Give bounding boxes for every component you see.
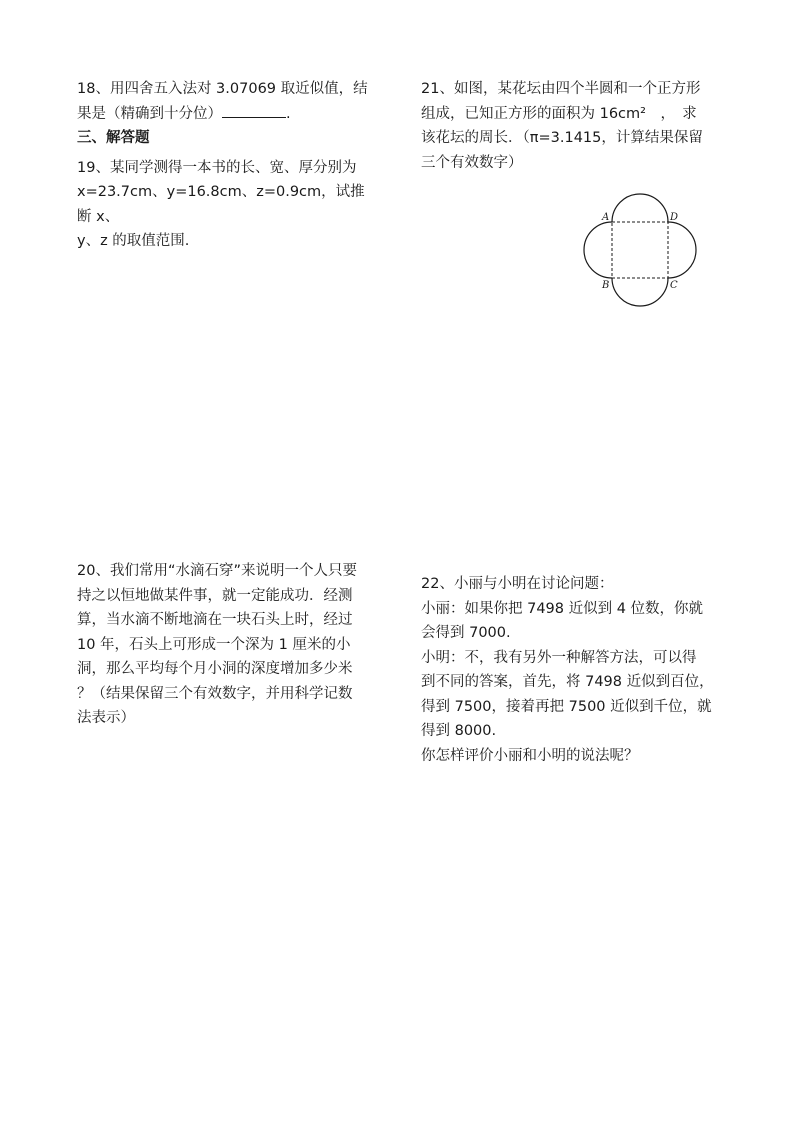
right-column-top bbox=[421, 77, 721, 175]
label-c: C bbox=[670, 280, 678, 291]
q21-line-4: 三个有效数字） bbox=[421, 154, 523, 171]
semicircle-left bbox=[584, 222, 612, 278]
q20-line-2: 持之以恒地做某件事，就一定能成功．经测 bbox=[77, 587, 353, 604]
label-d: D bbox=[670, 212, 679, 223]
semicircle-top bbox=[612, 194, 668, 222]
q22-line-1: 22、小丽与小明在讨论问题： bbox=[421, 576, 614, 592]
q20-line-7: 法表示） bbox=[77, 710, 135, 726]
q22-line-3: 会得到 7000. bbox=[421, 625, 511, 641]
answer-blank bbox=[222, 102, 286, 118]
q19-line-3: y、z 的取值范围. bbox=[77, 233, 190, 249]
q21-line-2: 组成，已知正方形的面积为 16cm² ， 求 bbox=[421, 105, 697, 122]
semicircle-right bbox=[668, 222, 696, 278]
right-column-bottom bbox=[421, 572, 721, 768]
square-dashed bbox=[612, 222, 668, 278]
q22-line-7: 得到 8000. bbox=[421, 723, 497, 739]
q21-line-3: 该花坛的周长．（π=3.1415，计算结果保留 bbox=[421, 130, 703, 146]
section-heading: 三、解答题 bbox=[77, 130, 150, 146]
question-19 bbox=[77, 156, 377, 254]
q20-line-5: 洞，那么平均每个月小洞的深度增加多少米 bbox=[77, 661, 353, 677]
semicircle-bottom bbox=[612, 278, 668, 306]
q21-line-1: 21、如图，某花坛由四个半圆和一个正方形 bbox=[421, 81, 701, 97]
q19-line-2: x=23.7cm、y=16.8cm、z=0.9cm，试推断 x、 bbox=[77, 184, 365, 225]
q22-line-2: 小丽：如果你把 7498 近似到 4 位数，你就 bbox=[421, 600, 704, 617]
q19-line-1: 19、某同学测得一本书的长、宽、厚分别为 bbox=[77, 159, 357, 176]
question-21 bbox=[421, 77, 721, 175]
q22-line-6: 得到 7500，接着再把 7500 近似到千位，就 bbox=[421, 698, 712, 715]
q18-line-1: 18、用四舍五入法对 3.07069 取近似值，结 bbox=[77, 81, 368, 97]
q20-line-4: 10 年，石头上可形成一个深为 1 厘米的小 bbox=[77, 636, 351, 653]
left-column-bottom bbox=[77, 559, 377, 731]
q18-line-2-text: 果是（精确到十分位） bbox=[77, 105, 222, 122]
q18-line-2 bbox=[77, 102, 377, 127]
q22-line-8: 你怎样评价小丽和小明的说法呢？ bbox=[421, 747, 639, 764]
q20-line-1: 20、我们常用“水滴石穿”来说明一个人只要 bbox=[77, 563, 357, 579]
question-22 bbox=[421, 572, 721, 768]
question-20 bbox=[77, 559, 377, 731]
left-column-top bbox=[77, 77, 377, 254]
q20-line-6: ？（结果保留三个有效数字，并用科学记数 bbox=[77, 685, 353, 702]
q18-line-2-end: . bbox=[286, 105, 291, 122]
q22-line-4: 小明：不，我有另外一种解答方法，可以得 bbox=[421, 649, 697, 666]
label-b: B bbox=[602, 280, 610, 291]
q22-line-5: 到不同的答案，首先，将 7498 近似到百位， bbox=[421, 674, 714, 690]
question-18 bbox=[77, 77, 377, 126]
flower-bed-figure bbox=[580, 190, 700, 310]
q20-line-3: 算，当水滴不断地滴在一块石头上时，经过 bbox=[77, 612, 353, 628]
label-a: A bbox=[602, 212, 610, 223]
